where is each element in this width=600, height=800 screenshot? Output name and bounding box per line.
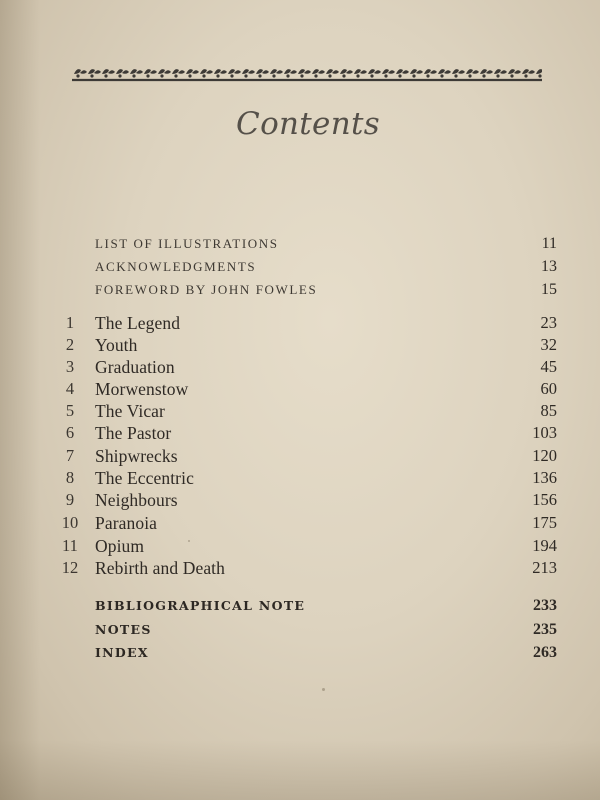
toc-entry-page: 103 [532,423,557,442]
toc-entry-page: 11 [541,235,557,252]
ornament-dot-icon [90,74,93,77]
ornament-dot-icon [104,74,107,77]
toc-entry-chapter[interactable] [55,557,557,579]
toc-entry-page: 60 [540,379,557,398]
ornament-dot-icon [426,74,429,77]
ornament-leaf-icon [536,69,542,74]
ornament-leaf-icon [354,69,367,74]
toc-entry-front-matter[interactable] [55,279,557,301]
toc-entry-chapter[interactable] [55,512,557,534]
ornament-leaf-icon [312,69,325,74]
toc-entry-page: 85 [540,401,557,420]
chapter-number: 5 [65,401,75,420]
toc-entry-front-matter[interactable] [55,233,557,255]
toc-entry-chapter[interactable] [55,378,557,400]
paper-speck [188,540,190,542]
toc-entry-page: 13 [541,258,557,275]
ornament-leaf-icon [298,69,311,74]
toc-entry-chapter[interactable] [55,467,557,489]
ornament-leaf-icon [270,69,283,74]
ornament-dot-icon [538,74,541,77]
ornament-dot-icon [370,74,373,77]
ornament-leaf-icon [382,69,395,74]
chapter-number: 2 [65,335,75,354]
chapter-title: The Pastor [95,423,172,443]
ornament-leaf-icon [340,69,353,74]
page-title: Contents [236,106,380,142]
toc-entry-page: 156 [532,490,557,509]
chapter-number: 8 [65,468,75,487]
ornament-dot-icon [510,74,513,77]
ornament-leaf-icon [326,69,339,74]
ornament-leaf-icon [172,69,185,74]
chapter-title: Rebirth and Death [95,558,225,578]
ornament-dot-icon [76,74,79,77]
toc-entry-chapter[interactable] [55,356,557,378]
toc-entry-page: 213 [532,558,557,577]
ornament-dot-icon [496,74,499,77]
ornament-dot-icon [468,74,471,77]
toc-entry-page: 45 [540,357,557,376]
chapter-number: 1 [65,313,75,332]
ornament-leaf-icon [228,69,241,74]
ornament-dot-icon [118,74,121,77]
toc-entry-page: 235 [533,621,557,638]
ornament-leaf-icon [480,69,493,74]
ornament-leaf-icon [508,69,521,74]
ornament-dot-icon [454,74,457,77]
chapter-number: 7 [65,446,75,465]
toc-entry-page: 120 [532,446,557,465]
chapter-number: 10 [61,513,79,532]
chapter-title: Paranoia [95,513,158,533]
toc-entry-label: FOREWORD BY JOHN FOWLES [95,282,318,297]
ornament-leaf-icon [130,69,143,74]
chapter-title: Youth [95,335,138,355]
ornament-leaf-icon [214,69,227,74]
ornament-leaf-icon [256,69,269,74]
ornament-leaf-icon [200,69,213,74]
chapter-title: The Vicar [95,401,165,421]
ornament-leaf-icon [438,69,451,74]
ornament-leaf-icon [116,69,129,74]
toc-entry-page: 32 [540,335,557,354]
toc-entry-back-matter[interactable] [55,595,557,617]
ornament-dot-icon [272,74,275,77]
ornament-dot-icon [202,74,205,77]
chapter-title: The Legend [95,313,181,333]
ornament-leaf-icon [88,69,101,74]
chapter-number: 3 [65,357,75,376]
ornament-leaf-icon [466,69,479,74]
chapter-title: Shipwrecks [95,446,178,466]
chapter-number: 4 [65,379,75,398]
ornament-dot-icon [244,74,247,77]
toc-entry-page: 194 [532,536,557,555]
ornament-dot-icon [174,74,177,77]
toc-entry-back-matter[interactable] [55,619,557,641]
chapter-number: 12 [61,558,79,577]
chapter-title: Graduation [95,357,175,377]
toc-entry-chapter[interactable] [55,445,557,467]
ornament-dot-icon [384,74,387,77]
chapter-number: 6 [65,423,75,442]
toc-entry-chapter[interactable] [55,334,557,356]
ornament-leaf-icon [396,69,409,74]
toc-entry-page: 233 [533,597,557,614]
ornament-dot-icon [258,74,261,77]
chapter-title: Opium [95,536,145,556]
chapter-number: 9 [65,490,75,509]
toc-entry-back-matter[interactable] [55,642,557,664]
ornament-dot-icon [524,74,527,77]
ornament-leaf-icon [410,69,423,74]
toc-entry-front-matter[interactable] [55,256,557,278]
toc-entry-label: ACKNOWLEDGMENTS [95,259,257,274]
ornament-leaf-icon [368,69,381,74]
toc-entry-label: NOTES [95,622,152,637]
decorative-border-ornament [72,62,542,84]
ornament-dot-icon [482,74,485,77]
ornament-dot-icon [342,74,345,77]
ornament-dot-icon [132,74,135,77]
ornament-leaf-icon [452,69,465,74]
ornament-leaf-icon [102,69,115,74]
toc-entry-page: 175 [532,513,557,532]
toc-entry-page: 23 [540,313,557,332]
toc-entry-label: BIBLIOGRAPHICAL NOTE [95,598,306,613]
ornament-dot-icon [188,74,191,77]
ornament-leaf-icon [242,69,255,74]
ornament-dot-icon [314,74,317,77]
toc-entry-page: 136 [532,468,557,487]
ornament-leaf-icon [158,69,171,74]
ornament-dot-icon [230,74,233,77]
ornament-leaf-icon [144,69,157,74]
chapter-title: Morwenstow [95,379,189,399]
ornament-leaf-icon [522,69,535,74]
ornament-leaf-icon [186,69,199,74]
toc-entry-label: LIST OF ILLUSTRATIONS [95,236,279,251]
ornament-leaf-icon [424,69,437,74]
ornament-dot-icon [328,74,331,77]
ornament-dot-icon [440,74,443,77]
toc-entry-label: INDEX [95,645,149,660]
chapter-title: Neighbours [95,490,178,510]
ornament-dot-icon [356,74,359,77]
toc-entry-chapter[interactable] [55,489,557,511]
toc-entry-chapter[interactable] [55,400,557,422]
ornament-dot-icon [398,74,401,77]
ornament-leaf-icon [74,69,87,74]
chapter-title: The Eccentric [95,468,194,488]
ornament-dot-icon [412,74,415,77]
ornament-dot-icon [146,74,149,77]
chapter-number: 11 [62,536,78,555]
toc-entry-chapter[interactable] [55,312,557,334]
page-shadow-bottom [0,740,600,800]
ornament-dot-icon [286,74,289,77]
ornament-leaf-icon [494,69,507,74]
ornament-dot-icon [160,74,163,77]
ornament-leaf-icon [284,69,297,74]
toc-entry-page: 15 [541,281,557,298]
paper-speck [322,688,325,691]
ornament-dot-icon [300,74,303,77]
ornament-dot-icon [216,74,219,77]
toc-entry-chapter[interactable] [55,422,557,444]
toc-entry-chapter[interactable] [55,535,557,557]
toc-entry-page: 263 [533,644,557,661]
